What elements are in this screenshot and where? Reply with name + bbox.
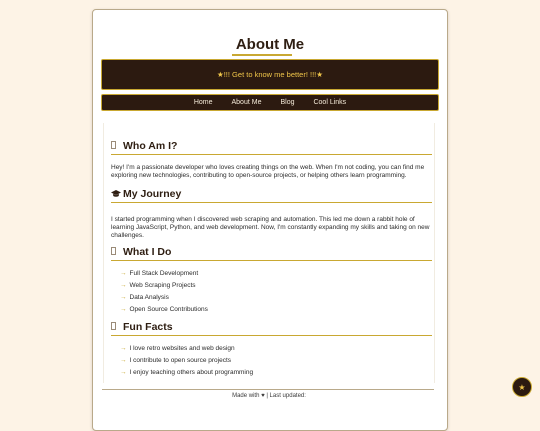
arrow-icon: → [120,294,127,301]
arrow-icon: → [120,306,127,313]
list-item: → I love retro websites and web design [120,343,253,355]
list-item: → Data Analysis [120,292,208,304]
who-am-i-text: Hey! I'm a passionate developer who loves creating things on the web. When I'm not coding, you can find me exploring new technologies, contributing to open-source projects, or helping others learn programming. [111,164,425,179]
nav-blog[interactable]: Blog [280,99,295,106]
section-heading-what-i-do [111,246,432,261]
section-heading-fun-facts [111,321,432,336]
welcome-banner [101,59,439,90]
section-heading-who-am-i [111,140,432,155]
footer-text: Made with ♥ | Last updated: [232,393,306,399]
content-area [103,123,435,383]
box-icon [111,322,119,332]
arrow-icon: → [120,357,127,364]
heading-text: What I Do [123,246,172,258]
arrow-icon: → [120,345,127,352]
scroll-top-button[interactable] [512,377,532,397]
banner-text: ★!!! Get to know me better! !!!★ [217,70,323,79]
list-item: → I contribute to open source projects [120,355,253,367]
section-heading-my-journey [111,188,432,203]
graduation-cap-icon [111,189,119,199]
list-item: → I enjoy teaching others about programming [120,367,253,379]
nav-about-me[interactable]: About Me [231,99,262,106]
list-item: → Full Stack Development [120,268,208,280]
footer-divider [102,389,434,390]
nav-home[interactable]: Home [193,99,213,106]
main-card [92,9,448,431]
nav-bar [101,94,439,111]
list-item: → Open Source Contributions [120,304,208,316]
arrow-icon: → [120,369,127,376]
fun-facts-list [120,343,253,379]
heading-text: Fun Facts [123,321,173,333]
box-icon [111,247,119,257]
arrow-icon: → [120,282,127,289]
arrow-icon: → [120,270,127,277]
heading-text: My Journey [123,188,182,200]
box-icon [111,141,119,151]
what-i-do-list [120,268,208,316]
nav-cool-links[interactable]: Cool Links [313,99,347,106]
my-journey-text: I started programming when I discovered web scraping and automation. This led me down a rabbit hole of learning JavaScript, Python, and web development. Now, I'm constantly expanding my skills and taking on new challenges. [111,216,430,239]
page-title: About Me [235,36,305,53]
heading-text: Who Am I? [123,140,178,152]
star-icon: ★ [518,382,526,392]
title-underline [232,54,292,56]
list-item: → Web Scraping Projects [120,280,208,292]
